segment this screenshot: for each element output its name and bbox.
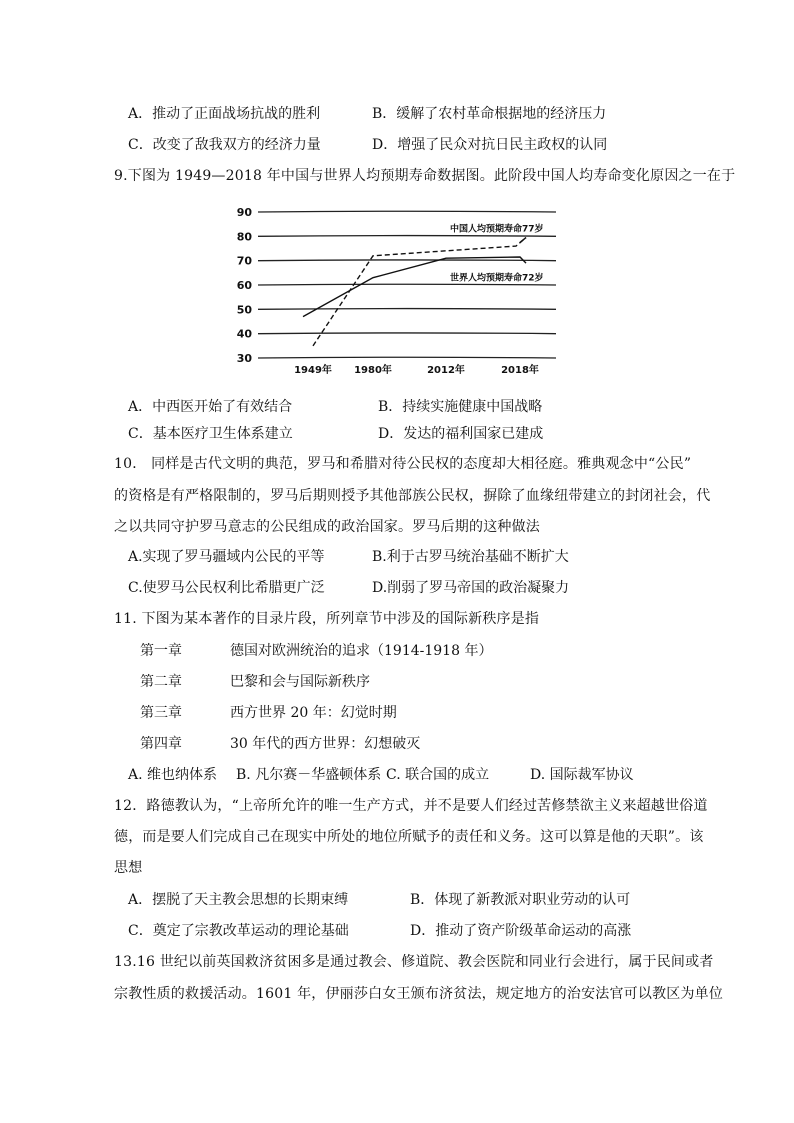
gridline [258,357,556,358]
y-tick-label: 40 [236,327,252,341]
q10-stem-line-1: 10． 同样是古代文明的典范，罗马和希腊对待公民权的态度却大相径庭。雅典观念中“公民” [114,456,692,472]
x-tick-label: 2018年 [501,365,539,376]
chart-series [303,238,526,346]
gridline [258,309,556,310]
gridline [258,333,556,334]
y-tick-label: 90 [236,206,252,219]
life-expectancy-chart [228,198,568,382]
q12-option-d: D．推动了资产阶级革命运动的高涨 [410,923,632,939]
q10-stem-line-3: 之以共同守护罗马意志的公民组成的政治国家。罗马后期的这种做法 [114,519,540,535]
chart-y-ticks [237,206,253,365]
chart-x-ticks [294,363,539,376]
x-tick-label: 1949年 [294,365,332,376]
gridline [258,284,556,285]
q12-option-b: B．体现了新教派对职业劳动的认可 [410,892,631,908]
q9-option-d: D．发达的福利国家已建成 [378,426,544,442]
gridline [258,211,556,212]
series-line-china-tail [520,238,526,243]
q10-option-a: A.实现了罗马疆域内公民的平等 [128,549,325,565]
q11-option-b: B. 凡尔赛－华盛顿体系 [236,767,382,783]
q13-stem-line-2: 宗教性质的救援活动。1601 年，伊丽莎白女王颁布济贫法，规定地方的治安法官可以教区为单位 [114,986,724,1002]
gridline [258,236,556,237]
q8-option-d: D．增强了民众对抗日民主政权的认同 [372,137,608,153]
q11-option-c: C. 联合国的成立 [386,767,490,783]
q8-option-b: B．缓解了农村革命根据地的经济压力 [372,106,607,122]
q8-option-a: A．推动了正面战场抗战的胜利 [128,106,321,122]
q10-option-b: B.利于古罗马统治基础不断扩大 [372,549,569,565]
x-tick-label: 1980年 [354,365,392,376]
toc-chapter-2: 第二章 [140,674,182,690]
q10-option-d: D.削弱了罗马帝国的政治凝聚力 [372,580,570,596]
y-tick-label: 30 [236,352,252,365]
toc-chapter-1: 第一章 [140,643,182,659]
q12-stem-line-3: 思想 [114,860,143,876]
toc-title-2: 巴黎和会与国际新秩序 [230,674,370,690]
y-tick-label: 60 [236,279,252,292]
toc-title-3: 西方世界 20 年：幻觉时期 [230,705,397,721]
toc-title-1: 德国对欧洲统治的追求（1914-1918 年） [230,643,493,659]
y-tick-label: 80 [236,230,252,244]
y-tick-label: 70 [236,254,252,268]
q12-stem-line-2: 德，而是要人们完成自己在现实中所处的地位所赋予的责任和义务。这可以算是他的天职”。该 [114,829,704,845]
y-tick-label: 50 [236,303,252,317]
q12-option-c: C．奠定了宗教改革运动的理论基础 [128,923,349,939]
q9-option-a: A．中西医开始了有效结合 [128,399,293,415]
q9-option-c: C．基本医疗卫生体系建立 [128,426,293,442]
annotation-china: 中国人均预期寿命77岁 [450,224,544,235]
toc-chapter-4: 第四章 [140,736,182,752]
q10-option-c: C.使罗马公民权利比希腊更广泛 [128,580,325,596]
q13-stem-line-1: 13.16 世纪以前英国救济贫困多是通过教会、修道院、教会医院和同业行会进行，属于民间或者 [114,954,714,970]
series-line-china [313,238,526,346]
q12-stem-line-1: 12．路德教认为，“上帝所允许的唯一生产方式，并不是要人们经过苦修禁欲主义来超越世俗道 [114,798,708,814]
q11-option-a: A. 维也纳体系 [128,767,218,783]
q9-option-b: B．持续实施健康中国战略 [378,399,543,415]
x-tick-label: 2012年 [427,365,465,376]
gridline [258,260,556,261]
series-line-world [303,257,526,317]
chart-annotations [450,222,544,283]
toc-title-4: 30 年代的西方世界：幻想破灭 [230,736,421,752]
q11-option-d: D. 国际裁军协议 [530,767,634,783]
toc-chapter-3: 第三章 [140,705,182,721]
q10-stem-line-2: 的资格是有严格限制的，罗马后期则授予其他部族公民权，摒除了血缘纽带建立的封闭社会，代 [114,488,711,504]
q9-stem: 9.下图为 1949—2018 年中国与世界人均预期寿命数据图。此阶段中国人均寿命变化原因之一在于 [114,168,736,184]
q11-stem: 11. 下图为某本著作的目录片段，所列章节中涉及的国际新秩序是指 [114,611,540,627]
q12-option-a: A．摆脱了天主教会思想的长期束缚 [128,892,349,908]
q8-option-c: C．改变了敌我双方的经济力量 [128,137,321,153]
annotation-world: 世界人均预期寿命72岁 [450,273,544,284]
